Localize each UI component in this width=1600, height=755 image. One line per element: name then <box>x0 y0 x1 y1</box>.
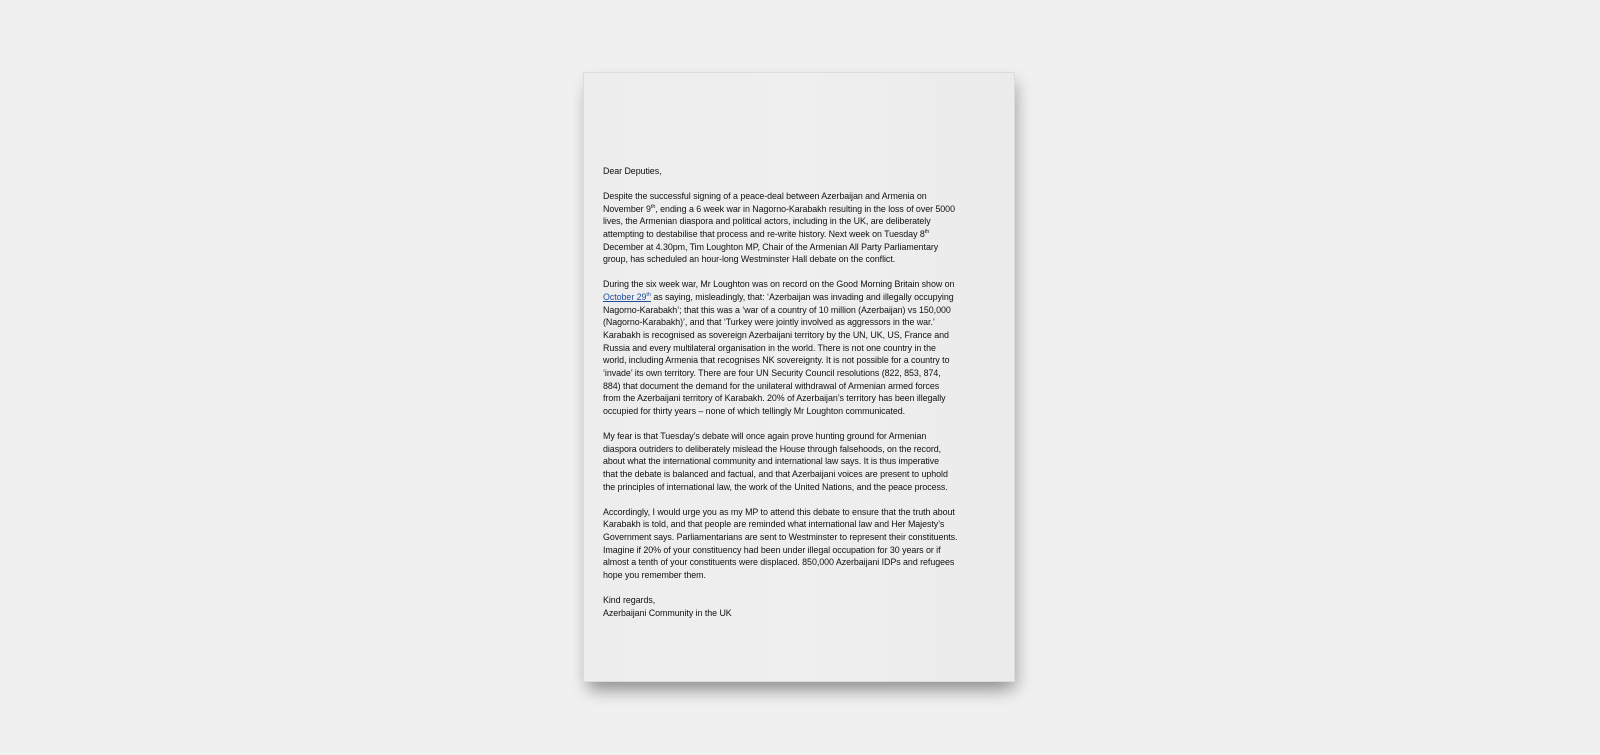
paragraph-4-line: hope you remember them. <box>603 569 706 580</box>
october-29-link[interactable] <box>603 292 651 302</box>
paragraph-2-line: 884) that document the demand for the unilateral withdrawal of Armenian armed forces <box>603 380 940 391</box>
paragraph-2-line: world, including Armenia that recognises NK sovereignty. It is not possible for a country to <box>603 355 950 366</box>
paragraph-1-line <box>603 203 998 216</box>
paragraph-4-line: almost a tenth of your constituents were displaced. 850,000 Azerbaijani IDPs and refugees <box>603 557 955 568</box>
paragraph-4-line: Karabakh is told, and that people are reminded what international law and Her Majesty’s <box>603 519 945 530</box>
letter-body <box>603 165 998 619</box>
paragraph-4-line: Government says. Parliamentarians are sent to Westminster to represent their constituents. <box>603 531 958 542</box>
text-run: attempting to destabilise that process and re-write history. Next week on Tuesday 8 <box>603 229 925 240</box>
paragraph-3-line: My fear is that Tuesday’s debate will once again prove hunting ground for Armenian <box>603 430 927 441</box>
paragraph-1-line: Despite the successful signing of a peace-deal between Azerbaijan and Armenia on <box>603 191 927 202</box>
salutation-text: Dear Deputies, <box>603 166 662 176</box>
signature: Azerbaijani Community in the UK <box>603 607 732 618</box>
paragraph-2 <box>603 278 998 417</box>
paragraph-4-line: Imagine if 20% of your constituency had been under illegal occupation for 30 years or if <box>603 544 941 555</box>
paragraph-2-line: Karabakh is recognised as sovereign Azerbaijani territory by the UN, UK, US, France and <box>603 330 949 340</box>
paragraph-3 <box>603 430 998 493</box>
paragraph-1-line <box>603 228 998 241</box>
paragraph-2-line <box>603 291 998 304</box>
paragraph-3-line: that the debate is balanced and factual, and that Azerbaijani voices are present to uphold <box>603 468 948 479</box>
paragraph-3-line: about what the international community and international law says. It is thus imperative <box>603 456 939 467</box>
superscript: th <box>650 203 656 210</box>
superscript: th <box>924 229 930 236</box>
letter-sheet <box>584 73 1014 681</box>
paragraph-1-line: group, has scheduled an hour-long Westminster Hall debate on the conflict. <box>603 254 896 265</box>
sign-off <box>603 594 998 619</box>
link-text[interactable]: October 29 <box>603 292 647 303</box>
paragraph-1 <box>603 190 998 266</box>
paragraph-2-line: (Nagorno-Karabakh)’, and that ‘Turkey were jointly involved as aggressors in the war.’ <box>603 317 935 328</box>
paragraph-2-line: occupied for thirty years – none of which tellingly Mr Loughton communicated. <box>603 405 906 416</box>
closing: Kind regards, <box>603 594 656 605</box>
text-run: , ending a 6 week war in Nagorno-Karabakh resulting in the loss of over 5000 <box>655 203 955 214</box>
paragraph-2-line: Nagorno-Karabakh’; that this was a ‘war of a country of 10 million (Azerbaijan) vs 150,000 <box>603 304 951 315</box>
salutation <box>603 165 998 178</box>
paragraph-2-line: ‘invade’ its own territory. There are four UN Security Council resolutions (822, 853, 874, <box>603 367 941 378</box>
paragraph-3-line: the principles of international law, the work of the United Nations, and the peace process. <box>603 481 948 492</box>
paragraph-1-line: lives, the Armenian diaspora and political actors, including in the UK, are deliberately <box>603 216 931 227</box>
paragraph-1-line: December at 4.30pm, Tim Loughton MP, Chair of the Armenian All Party Parliamentary <box>603 241 939 252</box>
paragraph-3-line: diaspora outriders to deliberately mislead the House through falsehoods, on the record, <box>603 443 942 454</box>
paragraph-2-line: Russia and every multilateral organisation in the world. There is not one country in the <box>603 342 936 353</box>
paragraph-2-line: During the six week war, Mr Loughton was on record on the Good Morning Britain show on <box>603 279 955 290</box>
paragraph-2-line: from the Azerbaijani territory of Karabakh. 20% of Azerbaijan’s territory has been illegally <box>603 393 946 404</box>
paragraph-4 <box>603 506 998 582</box>
superscript[interactable]: th <box>646 292 651 299</box>
text-run: as saying, misleadingly, that: ‘Azerbaijan was invading and illegally occupying <box>650 292 954 303</box>
text-run: November 9 <box>603 203 651 214</box>
paragraph-4-line: Accordingly, I would urge you as my MP to attend this debate to ensure that the truth about <box>603 506 955 517</box>
